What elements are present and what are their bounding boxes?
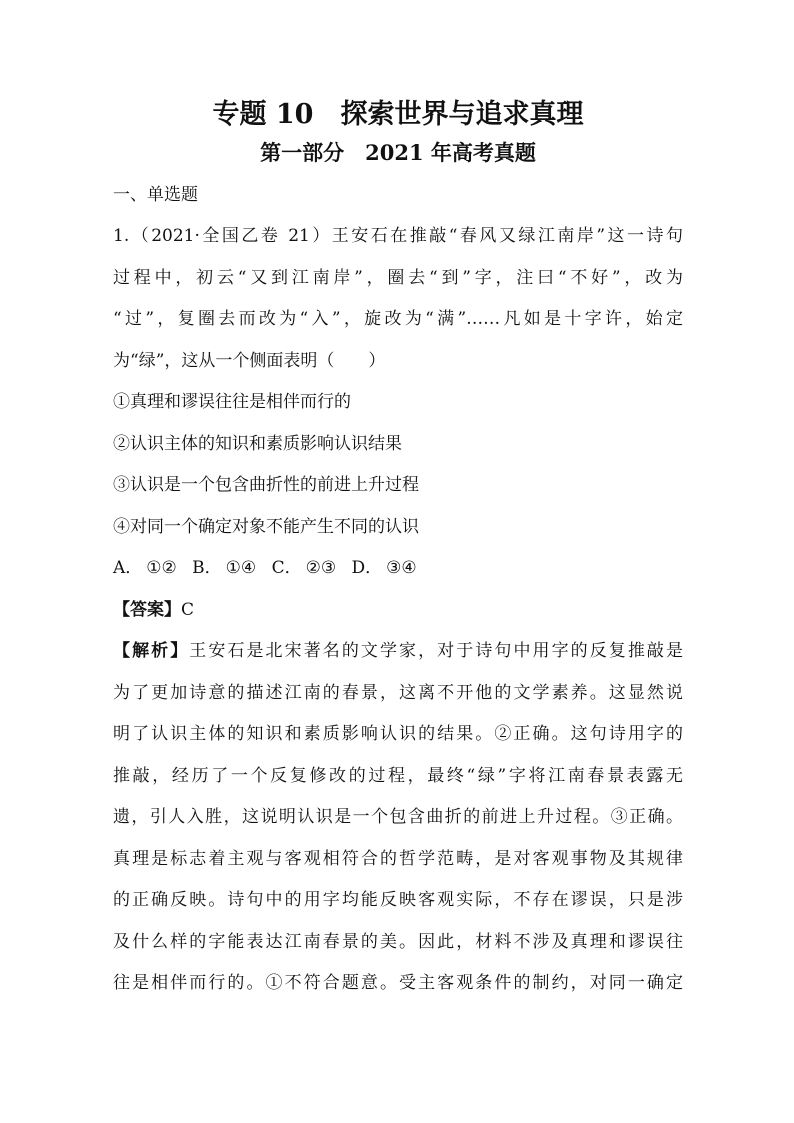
option-letter: B．	[192, 558, 222, 578]
analysis-tag: 【解析】	[113, 641, 190, 661]
analysis-text: 王安石是北宋著名的文学家，对于诗句中用字的反复推敲是	[189, 641, 684, 661]
analysis-line: 真理是标志着主观与客观相符合的哲学范畴，是对客观事物及其规律	[113, 848, 683, 869]
analysis-line: 及什么样的字能表达江南春景的美。因此，材料不涉及真理和谬误往	[113, 931, 683, 952]
answer-line	[113, 590, 683, 632]
document-page	[113, 96, 683, 1005]
analysis-line: 往是相伴而行的。①不符合题意。受主客观条件的制约，对同一确定	[113, 973, 683, 993]
option-letter: D．	[351, 558, 383, 578]
stem-line: “过”，复圈去而改为“入”，旋改为“满”……凡如是十字许，始定	[113, 309, 683, 329]
option-value: ①②	[146, 558, 177, 578]
stem-line: 为“绿”，这从一个侧面表明（ ）	[113, 350, 386, 371]
analysis-line	[113, 631, 683, 673]
section-heading: 一、单选题	[113, 185, 198, 205]
stem-line: 1.（2021·全国乙卷 21）王安石在推敲“春风又绿江南岸”这一诗句	[113, 226, 683, 246]
option-value: ③④	[386, 558, 417, 578]
statement-item: ①真理和谬误往往是相伴而行的	[113, 392, 351, 412]
option-b	[192, 558, 256, 578]
answer-tag: 【答案】	[113, 599, 181, 620]
stem-line: 过程中，初云“又到江南岸”，圈去“到”字，注曰“不好”，改为	[113, 267, 683, 288]
option-letter: C．	[271, 558, 302, 578]
option-d	[351, 558, 416, 578]
analysis-line: 为了更加诗意的描述江南的春景，这离不开他的文学素养。这显然说	[113, 682, 683, 703]
question-stem	[113, 216, 683, 382]
option-value: ①④	[225, 558, 257, 578]
document-title: 专题 10 探索世界与追求真理	[212, 99, 584, 130]
answer-value: C	[181, 599, 195, 620]
analysis-line: 明了认识主体的知识和素质影响认识的结果。②正确。这句诗用字的	[113, 724, 683, 744]
analysis-line: 遗，引人入胜，这说明认识是一个包含曲折的前进上升过程。③正确。	[113, 807, 683, 827]
document-subtitle: 第一部分 2021 年高考真题	[260, 140, 536, 165]
option-value: ②③	[305, 558, 337, 578]
statement-item: ②认识主体的知识和素质影响认识结果	[113, 433, 402, 454]
statement-item: ③认识是一个包含曲折性的前进上升过程	[113, 475, 419, 495]
statement-item: ④对同一个确定对象不能产生不同的认识	[113, 516, 419, 537]
option-row	[113, 548, 683, 590]
statement-list	[113, 382, 683, 548]
analysis-line: 推敲，经历了一个反复修改的过程，最终“绿”字将江南春景表露无	[113, 765, 683, 786]
analysis-line: 的正确反映。诗句中的用字均能反映客观实际，不存在谬误，只是涉	[113, 890, 683, 910]
analysis-block	[113, 631, 683, 1005]
option-letter: A．	[113, 558, 143, 578]
option-a	[113, 558, 177, 578]
option-c	[272, 558, 337, 578]
